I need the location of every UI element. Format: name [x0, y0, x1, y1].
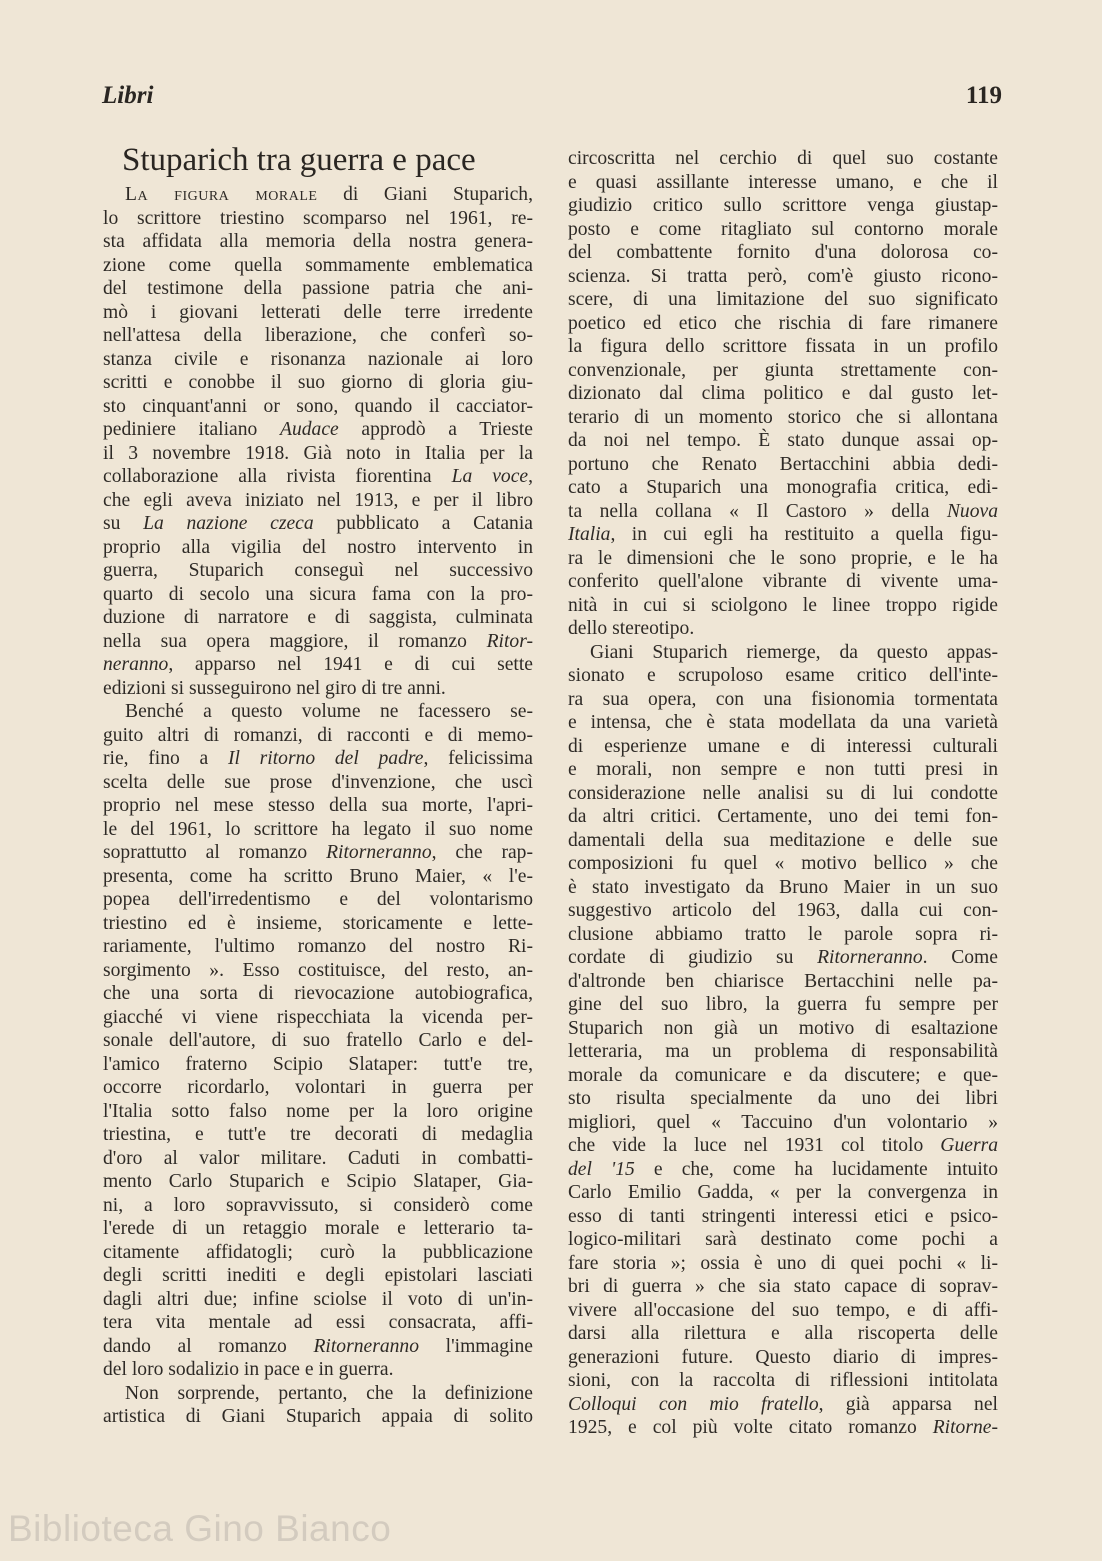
text-line: giudizio critico sullo scrittore venga giustap-	[568, 195, 998, 216]
text-line: nella sua opera maggiore, il romanzo Ritor-	[103, 630, 533, 652]
text-line: pediniere italiano Audace approdò a Trieste	[103, 419, 533, 440]
text-line: neranno, apparso nel 1941 e di cui sette	[103, 654, 533, 675]
text-line: Carlo Emilio Gadda, « per la convergenza in	[568, 1182, 998, 1203]
text-line: cordate di giudizio su Ritorneranno. Come	[568, 947, 998, 968]
text-line: Giani Stuparich riemerge, da questo appas-	[590, 641, 998, 663]
text-line: guerra, Stuparich conseguì nel successivo	[103, 560, 533, 581]
section-label: Libri	[102, 82, 154, 109]
text-line: cato a Stuparich una monografia critica, edi-	[568, 477, 998, 498]
text-line: suggestivo articolo del 1963, dalla cui con-	[568, 900, 998, 921]
text-line: Benché a questo volume ne facessero se-	[125, 701, 533, 722]
text-line: ni, a loro sopravvissuto, si considerò come	[103, 1194, 533, 1216]
text-line: nità in cui si sciolgono le linee troppo rigide	[568, 594, 998, 616]
right-column	[568, 147, 998, 1440]
text-line: presenta, come ha scritto Bruno Maier, « l'e-	[103, 865, 533, 887]
text-line: 1925, e col più volte citato romanzo Ritorne-	[568, 1417, 998, 1438]
text-line: di esperienze umane e di interessi culturali	[568, 735, 998, 757]
text-line: sto risulta specialmente da uno dei libri	[568, 1088, 998, 1109]
text-line: considerazione nelle analisi su di lui condotte	[568, 782, 998, 804]
text-line: sioni, con la raccolta di riflessioni intitolata	[568, 1370, 998, 1391]
text-line: triestina, e tutt'e tre decorati di medaglia	[103, 1124, 533, 1145]
text-line: d'altronde ben chiarisce Bertacchini nelle pa-	[568, 970, 998, 992]
text-line: clusione abbiamo tratto le parole sopra ri-	[568, 923, 998, 945]
text-line: l'Italia sotto falso nome per la loro origine	[103, 1100, 533, 1122]
text-line: citamente affidatogli; curò la pubblicazione	[103, 1241, 533, 1263]
text-line: portuno che Renato Bertacchini abbia dedi-	[568, 453, 998, 475]
article-title: Stuparich tra guerra e pace	[122, 142, 476, 178]
text-line: mento Carlo Stuparich e Scipio Slataper, Gia-	[103, 1171, 533, 1192]
text-line: gine del suo libro, la guerra fu sempre per	[568, 994, 998, 1015]
text-line: morale da comunicare e da discutere; e que-	[568, 1064, 998, 1086]
text-line: bri di guerra » che sia stato capace di soprav-	[568, 1276, 998, 1297]
text-line: zione come quella sommamente emblematica	[103, 254, 533, 276]
text-line: sta affidata alla memoria della nostra genera-	[103, 231, 533, 252]
text-line: dando al romanzo Ritorneranno l'immagine	[103, 1335, 533, 1357]
text-line: fare storia »; ossia è uno di quei pochi « li-	[568, 1252, 998, 1274]
text-line: soprattutto al romanzo Ritorneranno, che rap-	[103, 842, 533, 863]
text-line: composizioni fu quel « motivo bellico » che	[568, 853, 998, 874]
text-line: del loro sodalizio in pace e in guerra.	[103, 1359, 394, 1380]
text-line: d'oro al valor militare. Caduti in combatti-	[103, 1147, 533, 1169]
text-line: il 3 novembre 1918. Già noto in Italia per la	[103, 442, 533, 464]
text-line: occorre ricordarlo, volontari in guerra per	[103, 1077, 533, 1098]
text-line: vivere all'occasione del suo tempo, e di affi-	[568, 1299, 998, 1321]
text-line: e intensa, che è stata modellata da una varietà	[568, 712, 998, 733]
text-line: proprio alla vigilia del nostro intervento in	[103, 536, 533, 558]
text-line: degli scritti inediti e degli epistolari lasciati	[103, 1265, 533, 1286]
text-line: che egli aveva iniziato nel 1913, e per il libro	[103, 489, 533, 511]
text-line: su La nazione czeca pubblicato a Catania	[103, 513, 533, 534]
text-line: da noi nel tempo. È stato dunque assai op-	[568, 430, 998, 451]
text-line: e morali, non sempre e non tutti presi in	[568, 759, 998, 780]
text-line: posto e come ritagliato sul contorno morale	[568, 218, 998, 240]
text-line: nell'attesa della liberazione, che conferì so-	[103, 325, 533, 346]
text-line: sto cinquant'anni or sono, quando il cacciator-	[103, 395, 533, 417]
text-line: darsi alla rilettura e alla riscoperta delle	[568, 1323, 998, 1344]
text-line: scritti e conobbe il suo giorno di gloria giu-	[103, 372, 533, 393]
text-line: è stato investigato da Bruno Maier in un suo	[568, 876, 998, 898]
text-line: generazioni future. Questo diario di impres-	[568, 1346, 998, 1368]
text-line: Non sorprende, pertanto, che la definizione	[125, 1382, 533, 1404]
library-watermark: Biblioteca Gino Bianco	[8, 1508, 392, 1549]
text-line: Colloqui con mio fratello, già apparsa nel	[568, 1393, 998, 1415]
text-line: duzione di narratore e di saggista, culminata	[103, 607, 533, 628]
page-number: 119	[965, 82, 1002, 109]
text-line: circoscritta nel cerchio di quel suo costante	[568, 148, 998, 169]
text-line: rariamente, l'ultimo romanzo del nostro Ri-	[103, 936, 533, 957]
text-line: scere, di una limitazione del suo significato	[568, 289, 998, 310]
text-line: la figura dello scrittore fissata in un profilo	[568, 336, 998, 357]
text-line: triestino ed è insieme, storicamente e lette-	[103, 912, 533, 934]
text-line: ra le dimensioni che le sono proprie, e le ha	[568, 547, 998, 569]
text-line: Stuparich non già un motivo di esaltazione	[568, 1017, 998, 1039]
text-line: scienza. Si tratta però, com'è giusto ricono-	[568, 265, 998, 287]
text-line: dagli altri due; infine sciolse il voto di un'in-	[103, 1288, 533, 1310]
text-line: collaborazione alla rivista fiorentina La voce,	[103, 466, 534, 487]
text-line: le del 1961, lo scrittore ha legato il suo nome	[103, 818, 533, 840]
text-line: del testimone della passione patria che ani-	[103, 278, 533, 299]
text-line: dello stereotipo.	[568, 618, 695, 639]
text-line: del '15 e che, come ha lucidamente intuito	[568, 1158, 999, 1180]
text-line: letteraria, ma un problema di responsabilità	[568, 1041, 998, 1062]
text-line: che una sorta di rievocazione autobiografica,	[103, 983, 533, 1004]
text-line: tera vita mentale ad essi consacrata, affi-	[103, 1312, 533, 1333]
text-line: guito altri di romanzi, di racconti e di memo-	[103, 724, 533, 746]
text-line: lo scrittore triestino scomparso nel 1961, re-	[103, 207, 533, 229]
lead-in-small-caps: La figura morale	[125, 184, 318, 205]
text-line: sonale dell'autore, di suo fratello Carlo e del-	[103, 1030, 533, 1051]
text-line: artistica di Giani Stuparich appaia di solito	[103, 1406, 533, 1427]
text-line: La figura morale di Giani Stuparich,	[125, 184, 533, 205]
text-line: del combattente fornito d'una dolorosa co-	[568, 242, 998, 263]
text-line: dizionato dal clima politico e dal gusto let-	[568, 383, 998, 404]
text-line: edizioni si susseguirono nel giro di tre anni.	[103, 677, 446, 699]
text-line: Italia, in cui egli ha restituito a quella figu-	[568, 524, 998, 545]
text-line: rie, fino a Il ritorno del padre, felicissima	[103, 748, 533, 769]
text-line: esso di tanti stringenti interessi etici e psico-	[568, 1205, 998, 1227]
left-column	[103, 183, 533, 1429]
text-line: conferito quell'alone vibrante di vivente uma-	[568, 571, 998, 592]
text-line: migliori, quel « Taccuino d'un volontario »	[568, 1111, 998, 1133]
text-line: proprio nel mese stesso della sua morte, l'apri-	[103, 795, 533, 816]
text-line: terario di un momento storico che si allontana	[568, 406, 998, 428]
text-line: sionato e scrupoloso esame critico dell'inte-	[568, 665, 998, 686]
text-line: convenzionale, per giunta strettamente con-	[568, 359, 998, 381]
text-line: damentali della sua meditazione e delle sue	[568, 829, 998, 851]
text-line: ra sua opera, con una fisionomia tormentata	[568, 688, 998, 710]
text-line: logico-militari sarà destinato come pochi a	[568, 1229, 998, 1250]
text-line: stanza civile e risonanza nazionale ai loro	[103, 348, 533, 370]
text-line: popea dell'irredentismo e del volontarismo	[103, 889, 533, 910]
text-line: l'amico fraterno Scipio Slataper: tutt'e tre,	[103, 1053, 533, 1075]
text-line: sorgimento ». Esso costituisce, del resto, an-	[103, 959, 533, 981]
text-line: che vide la luce nel 1931 col titolo Guerra	[568, 1135, 998, 1156]
running-head	[102, 82, 1002, 116]
text-line: mò i giovani letterati delle terre irredente	[103, 301, 533, 323]
text-line: scelta delle sue prose d'invenzione, che uscì	[103, 771, 533, 793]
text-line: e quasi assillante interesse umano, e che il	[568, 171, 998, 193]
text-line: ta nella collana « Il Castoro » della Nuova	[568, 500, 998, 522]
text-line: da altri critici. Certamente, uno dei temi fon-	[568, 806, 998, 827]
text-line: poetico ed etico che rischia di fare rimanere	[568, 312, 998, 334]
text-line: quarto di secolo una sicura fama con la pro-	[103, 583, 533, 605]
text-line: giacché vi viene rispecchiata la vicenda per-	[103, 1006, 533, 1028]
text-line: l'erede di un retaggio morale e letterario ta-	[103, 1218, 533, 1239]
